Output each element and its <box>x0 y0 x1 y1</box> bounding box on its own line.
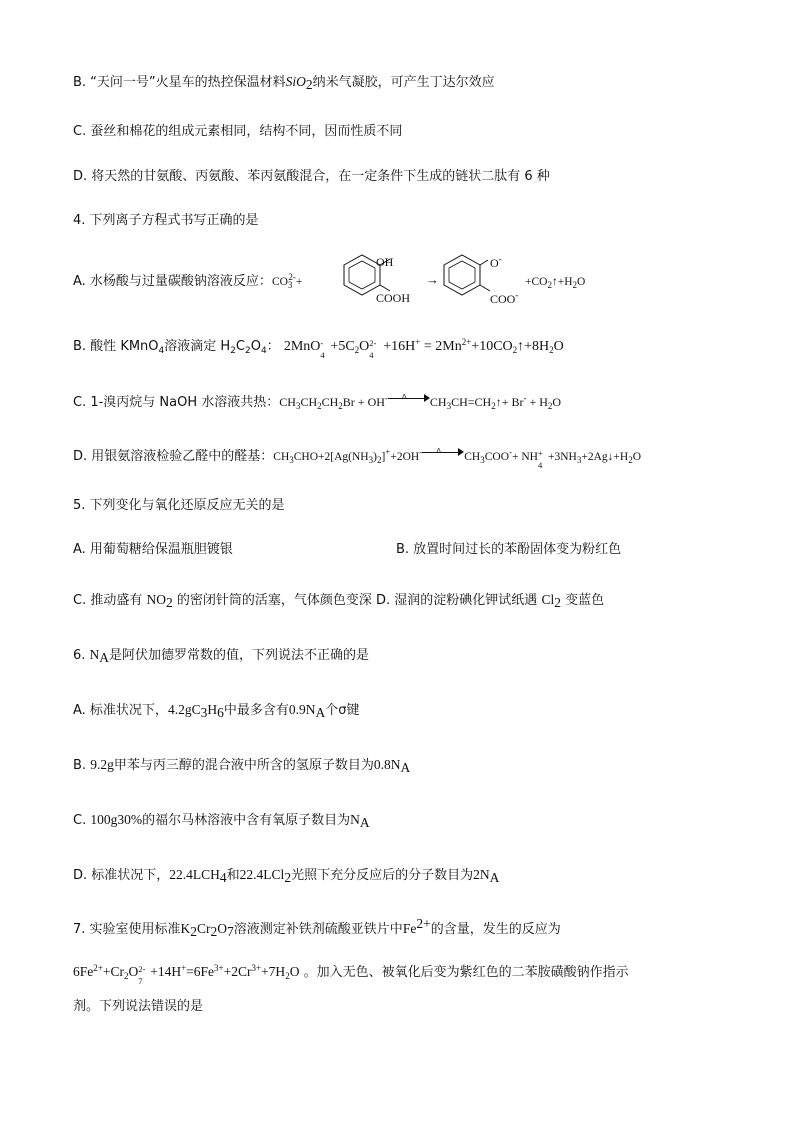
q3-option-c: C. 蚕丝和棉花的组成元素相同，结构不同，因而性质不同 <box>73 124 403 139</box>
salicylic-oh-label: OH <box>376 255 394 269</box>
reaction-arrow: → <box>426 272 439 287</box>
q4-option-a-products: $+CO_2↑+H_2O$ <box>525 276 586 290</box>
heat-arrow: Δ <box>422 447 464 457</box>
salicylic-cooh-label: COOH <box>376 291 411 305</box>
q5-option-b: B. 放置时间过长的苯酚固体变为粉红色 <box>396 542 622 557</box>
q4-option-b: B. 酸性 KMnO$_4$溶液滴定 $H_2C_2O_4$： 2MnO - 4 $+5C_2O$ 2- 4 $+16H^+ = 2Mn^{2+}+10CO_2↑+8H_2O$ <box>73 337 564 360</box>
q6-option-b: B. 9.2g甲苯与丙三醇的混合液中所含的氢原子数目为$0.8N_A$ <box>73 757 411 775</box>
q4-stem: 4. 下列离子方程式书写正确的是 <box>73 213 259 228</box>
q4-option-a: A. 水杨酸与过量碳酸钠溶液反应：$CO_3^{2-}+$ <box>73 272 303 290</box>
phenoxide-label: O- <box>490 254 502 270</box>
q6-stem: 6. $N_A$是阿伏加德罗常数的值，下列说法不正确的是 <box>73 647 370 665</box>
q3-option-b: B. “天问一号”火星车的热控保温材料SiO$_2$纳米气凝胶，可产生丁达尔效应 <box>73 74 495 92</box>
q5-option-a: A. 用葡萄糖给保温瓶胆镀银 <box>73 542 233 557</box>
q5-option-c-d: C. 推动盛有 $NO_2$ 的密闭针筒的活塞，气体颜色变深 D. 湿润的淀粉碘化钾试纸遇 $Cl_2$ 变蓝色 <box>73 592 605 610</box>
heat-arrow: Δ <box>388 393 430 403</box>
q4-option-c: C. 1-溴丙烷与 NaOH 水溶液共热：$CH_3CH_2CH_2Br + OH^-$ Δ $CH_3CH=CH_2↑+ Br^- + H_2O$ <box>73 393 562 411</box>
q7-stem-line2: $6Fe^{2+}+Cr_2O$ 2- 7 $+14H^+=6Fe^{3+}+2Cr^{3+}+7H_2O$ 。加入无色、被氧化后变为紫红色的二苯胺磺酸钠作指示 <box>73 963 629 986</box>
q3-option-d: D. 将天然的甘氨酸、丙氨酸、苯丙氨酸混合，在一定条件下生成的链状二肽有 6 种 <box>73 169 550 184</box>
q6-option-c: C. 100g30%的福尔马林溶液中含有氧原子数目为$N_A$ <box>73 812 370 830</box>
q6-option-d: D. 标准状况下，$22.4LCH_4$和22.4LCl$_2$光照下充分反应后的分子数目为$2N_A$ <box>73 867 500 885</box>
q4-option-d: D. 用银氨溶液检验乙醛中的醛基：$CH_3CHO+2[Ag(NH_3)_2]^++2OH^-$ Δ $CH_3COO^-+$ NH + 4 $+3NH_3+2Ag↓+H_2O$ <box>73 447 641 470</box>
carboxylate-label: COO- <box>490 290 519 306</box>
q7-stem-line1: 7. 实验室使用标准$K_2Cr_2O_7$溶液测定补铁剂硫酸亚铁片中$Fe^{2+}$的含量，发生的反应为 <box>73 916 561 939</box>
q7-stem-line3: 剂。下列说法错误的是 <box>73 999 204 1014</box>
q5-stem: 5. 下列变化与氧化还原反应无关的是 <box>73 498 285 513</box>
q6-option-a: A. 标准状况下，$4.2gC_3H_6$中最多含有$0.9N_A$个σ键 <box>73 702 360 720</box>
